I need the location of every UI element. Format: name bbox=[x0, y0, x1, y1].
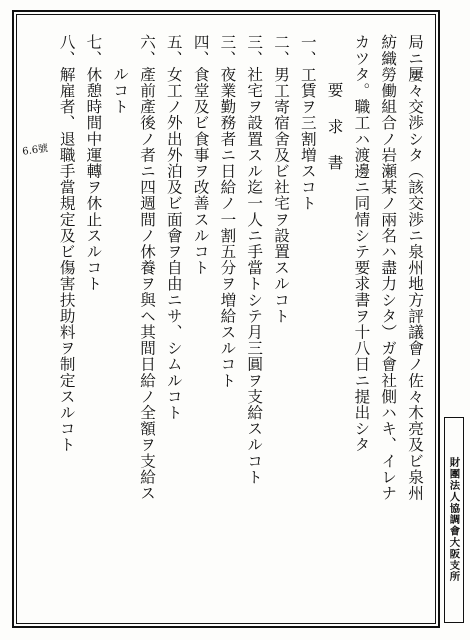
demand-item: 七、休憩時間中運轉ヲ休止スルコト bbox=[84, 34, 103, 292]
text-column: 局ニ屢々交渉シタ（該交渉ニ泉州地方評議會ノ佐々木亮及ビ泉州 bbox=[406, 34, 424, 501]
document-body bbox=[24, 34, 428, 616]
demand-item: 三、夜業勤務者ニ日給ノ一割五分ヲ増給スルコト bbox=[218, 34, 237, 389]
publisher-side-label: 財團法人協調會大阪支所 bbox=[444, 417, 464, 623]
demand-letter-heading: 要 求 書 bbox=[325, 82, 344, 173]
demand-item: 六、產前產後ノ者ニ四週間ノ休養ヲ與ヘ其間日給ノ全額ヲ支給ス bbox=[138, 34, 157, 501]
text-column: カツタ。職工ハ渡邊ニ同情シテ要求書ヲ十八日ニ提出シタ bbox=[352, 34, 371, 453]
handwritten-margin-note: 6.6號 bbox=[21, 143, 49, 158]
text-column: 紡織勞働組合ノ岩瀬某ノ兩名ハ盡力シタ）ガ會社側ハキ、イレナ bbox=[379, 34, 398, 501]
demand-item-continuation: ルコト bbox=[111, 66, 130, 115]
demand-item: 八、解雇者、退職手當規定及ビ傷害扶助料ヲ制定スルコト bbox=[57, 34, 76, 453]
demand-item: 二、男工寄宿舍及ビ社宅ヲ設置スルコト bbox=[272, 34, 291, 324]
demand-item: 五、女工ノ外出外泊及ビ面會ヲ自由ニサ、シムルコト bbox=[164, 34, 183, 421]
demand-item: 一、工賃ヲ三割増スコト bbox=[298, 34, 317, 212]
demand-item: 三、社宅ヲ設置スル迄一人ニ手當トシテ月三圓ヲ支給スルコト bbox=[245, 34, 264, 485]
demand-item: 四、食堂及ビ食事ヲ改善スルコト bbox=[191, 34, 210, 276]
